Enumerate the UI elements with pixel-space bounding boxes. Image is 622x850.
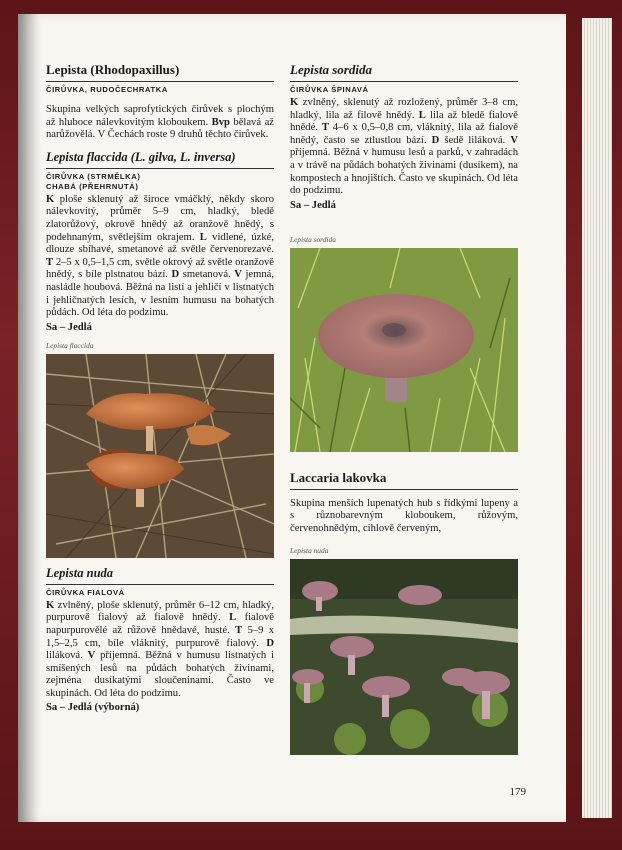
photo-lepista-sordida (290, 248, 518, 452)
text: 4–6 x 0,5–0,8 cm, vláknitý, lila až fialově hnědý, často se ztlustlou bází. (290, 122, 519, 146)
paragraph-flaccida (46, 194, 274, 320)
photo-lepista-nuda (290, 559, 518, 755)
k-label: K (46, 599, 55, 611)
text: smetanová. (179, 269, 235, 281)
heading-lepista-flaccida: Lepista flaccida (L. gilva, L. inversa) (46, 149, 236, 164)
text: lila až bledě fialově hnědé. (290, 109, 518, 134)
l-label: L (199, 231, 207, 243)
page-edges (582, 18, 612, 818)
d-label: D (171, 269, 180, 281)
caption-flaccida: Lepista flaccida (46, 340, 94, 350)
heading-rule (290, 81, 518, 82)
heading-rule (46, 81, 274, 82)
text: příjemná. Běžná v humusu listnatých i smíšených lesů na půdách bohatých živinami, zejména dusíkatými sloučeninami. Často ve skupinách. Od léta do podzimu. (46, 650, 274, 699)
v-label: V (510, 134, 519, 146)
photo-flaccida-svg (46, 354, 274, 558)
paragraph-lepista (46, 104, 274, 142)
t-label: T (321, 122, 329, 134)
text: fialově napurpurovělé až růžově hnědavé, husté. (46, 612, 274, 636)
paragraph-laccaria: Skupina menších lupenatých hub s řídkými lupeny a s různobarevným kloboukem, růžovým, červenohnědým, cihlově červeným, (290, 497, 518, 534)
caption-nuda: Lepista nuda (290, 545, 329, 555)
edibility-nuda: Sa – Jedlá (výborná) (46, 702, 140, 714)
text: vidlené, úzké, dlouze sbíhavé, smetanové až světle červenorezavé. (46, 231, 274, 256)
page-number: 179 (509, 786, 526, 798)
text: zvlněný, sklenutý až rozložený, průměr 3–8 cm, hladký, lila až filově hnědý. (290, 97, 518, 121)
heading-rule (290, 489, 518, 490)
edibility-sordida: Sa – Jedlá (290, 199, 336, 211)
heading-rule (46, 168, 274, 169)
subheading-flaccida-1: ČIRŮVKA (STRMĚLKA) (46, 171, 141, 181)
heading-lepista: Lepista (Rhodopaxillus) (46, 62, 180, 77)
text: bělavá až narůžovělá. V Čechách roste 9 druhů těchto čirůvek. (46, 116, 274, 141)
subheading-sordida: ČIRŮVKA ŠPINAVÁ (290, 85, 369, 94)
gutter-shadow (18, 14, 40, 822)
subheading-nuda: ČIRŮVKA FIALOVÁ (46, 587, 125, 597)
text: 5–9 x 1,5–2,5 cm, bíle vláknitý, purpurově fialový. (46, 624, 275, 649)
left-column (46, 62, 274, 713)
heading-lepista-nuda: Lepista nuda (46, 565, 114, 580)
k-label: K (290, 97, 299, 108)
right-column (290, 62, 518, 755)
heading-laccaria: Laccaria lakovka (290, 469, 387, 485)
text: 2–5 x 0,5–1,5 cm, světle okrový až světle oranžově hnědý, s bíle plstnatou bází. (46, 256, 274, 281)
text: jemná, nasládle houbová. Běžná na listí a jehličí v listnatých i jehličnatých lesích, v lesním humusu na bohatých půdách. Od léta do podzimu. (46, 269, 274, 319)
text: příjemná. Běžná v humusu lesů a parků, v zahradách a v trávě na půdách bohatých živinami (dusíkem), na kompostech a hnojištích. Často ve skupinách. Od léta do podzimu. (290, 147, 518, 197)
paragraph-nuda (46, 600, 274, 701)
d-label: D (431, 134, 440, 146)
text: šedě liláková. (439, 134, 511, 146)
k-label: K (46, 193, 55, 205)
caption-sordida: Lepista sordida (290, 234, 336, 244)
text: liláková. (46, 650, 88, 662)
t-label: T (235, 624, 243, 636)
text: zvlněný, ploše sklenutý, průměr 6–12 cm, hladký, purpurově fialový až fialově hnědý. (46, 599, 274, 624)
photo-lepista-flaccida (46, 354, 274, 558)
v-label: V (87, 650, 96, 662)
bvp-label: Bvp (211, 116, 230, 128)
l-label: L (229, 612, 237, 624)
heading-rule (46, 584, 274, 585)
heading-lepista-sordida: Lepista sordida (290, 62, 372, 77)
v-label: V (234, 269, 242, 281)
d-label: D (266, 637, 274, 649)
t-label: T (46, 256, 54, 268)
l-label: L (418, 109, 426, 121)
photo-sordida-svg (290, 248, 518, 452)
photo-nuda-svg (290, 559, 518, 755)
paragraph-sordida (290, 97, 518, 198)
text: Skupina velkých saprofytických čirůvek s plochým až hluboce nálevkovitým kloboukem. (46, 104, 274, 128)
book-page (18, 14, 566, 822)
subheading-lepista: ČIRŮVKA, RUDOČECHRATKA (46, 85, 168, 94)
text: ploše sklenutý až široce vmáčklý, někdy skoro nálevkovitý, průměr 5–9 cm, hladký, bledě zlatorůžový, okrově hnědý až oranžově hnědý, s podehnaným, světlejším okrajem. (46, 193, 274, 243)
edibility-flaccida: Sa – Jedlá (46, 321, 92, 333)
subheading-flaccida-2: CHABÁ (PŘEHRNUTÁ) (46, 181, 139, 191)
